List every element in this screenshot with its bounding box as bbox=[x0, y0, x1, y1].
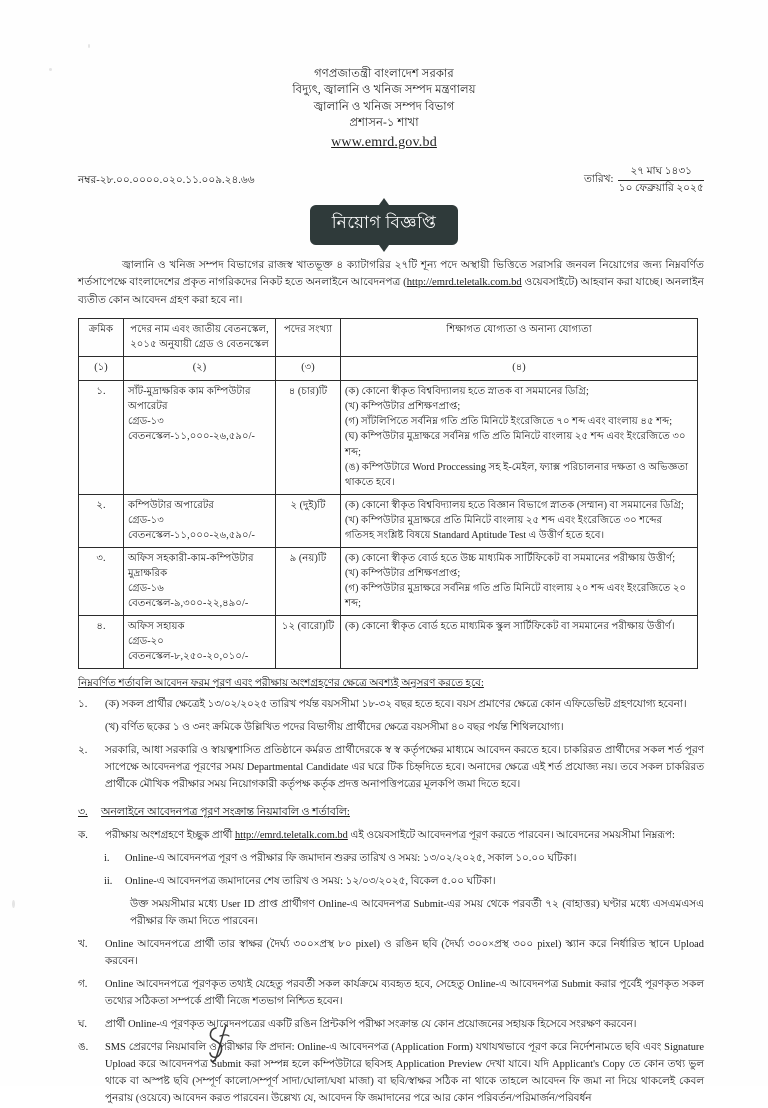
row-qualification bbox=[341, 494, 698, 547]
post-grade: গ্রেড-২০ bbox=[128, 636, 164, 647]
colnum-2: (২) bbox=[124, 357, 276, 380]
header-post: পদের নাম এবং জাতীয় বেতনস্কেল, ২০১৫ অনুযায়ী গ্রেড ও বেতনস্কেল bbox=[124, 318, 276, 357]
post-grade: গ্রেড-১৩ bbox=[128, 416, 164, 428]
handwritten-signature bbox=[196, 1022, 256, 1068]
row-vacancy: ২ (দুই)টি bbox=[276, 494, 341, 547]
letterhead bbox=[0, 0, 768, 153]
clause-3-ka-text bbox=[105, 828, 704, 845]
qualification-item: (গ) সাঁটলিপিতে সর্বনিম্ন গতি প্রতি মিনিটে ইংরেজিতে ৭০ শব্দ এবং বাংলায় ৪৫ শব্দ; bbox=[345, 416, 673, 428]
sub-i-marker: i. bbox=[104, 852, 110, 864]
table-row bbox=[79, 615, 698, 668]
row-serial: ১. bbox=[79, 380, 124, 494]
post-grade: গ্রেড-১৬ bbox=[128, 583, 164, 595]
application-start-datetime: Online-এ আবেদনপত্র পূরণ ও পরীক্ষার ফি জমাদান শুরুর তারিখ ও সময়: ১৩/০২/২০২৫, সকাল ১০.০০ ঘটিকা। bbox=[125, 852, 577, 864]
scan-speck bbox=[88, 44, 90, 48]
colnum-4: (৪) bbox=[341, 357, 698, 380]
scan-speck bbox=[12, 900, 15, 908]
memo-meta-row bbox=[0, 167, 768, 201]
application-end-datetime: Online-এ আবেদনপত্র জমাদানের শেষ তারিখ ও সময়: ১২/০৩/২০২৫, বিকেল ৫.০০ ঘটিকা। bbox=[125, 875, 496, 887]
clause-3-uma-marker: ঙ. bbox=[78, 1041, 89, 1053]
qualification-item: (ক) কোনো স্বীকৃত বিশ্ববিদ্যালয় হতে বিজ্ঞান বিভাগে স্নাতক (সম্মান) বা সমমানের ডিগ্রি; bbox=[345, 499, 684, 511]
colnum-3: (৩) bbox=[276, 357, 341, 380]
memo-date-block bbox=[584, 165, 704, 196]
qualification-item: (ক) কোনো স্বীকৃত বোর্ড হতে উচ্চ মাধ্যমিক সার্টিফিকেট বা সমমানের পরীক্ষায় উত্তীর্ণ; bbox=[345, 552, 676, 564]
vacancy-table bbox=[78, 318, 698, 669]
teletalk-website-link[interactable]: http://emrd.teletalk.com.bd bbox=[235, 829, 348, 841]
post-name: সাঁট-মুদ্রাক্ষরিক কাম কম্পিউটার অপারেটর bbox=[128, 385, 251, 412]
clause-3-ga-marker: গ. bbox=[78, 979, 88, 991]
clause-2 bbox=[78, 743, 704, 794]
post-name: অফিস সহকারী-কাম-কম্পিউটার মুদ্রাক্ষরিক bbox=[128, 552, 254, 579]
post-pay-scale: বেতনস্কেল-১১,০০০-২৬,৫৯০/- bbox=[128, 431, 255, 443]
row-qualification bbox=[341, 380, 698, 494]
post-pay-scale: বেতনস্কেল-৮,২৫০-২০,০১০/- bbox=[128, 651, 249, 663]
table-row bbox=[79, 380, 698, 494]
row-post bbox=[124, 494, 276, 547]
clause-1-marker: ১. bbox=[78, 699, 88, 711]
table-row bbox=[79, 494, 698, 547]
branch-name: প্রশাসন-১ শাখা bbox=[349, 116, 419, 129]
table-body bbox=[79, 380, 698, 668]
document-content bbox=[0, 257, 768, 1108]
clause-1-b-marker bbox=[78, 720, 98, 737]
post-pay-scale: বেতনস্কেল-৯,৩০০-২২,৪৯০/- bbox=[128, 598, 249, 610]
qualification-item: (ঘ) কম্পিউটার মুদ্রাক্ষরে সর্বনিম্ন গতি প্রতি মিনিটে বাংলায় ২৫ শব্দ এবং ইংরেজিতে ৩০ শব্দ; bbox=[345, 431, 686, 458]
qualification-item: (খ) কম্পিউটার প্রশিক্ষণপ্রাপ্ত; bbox=[345, 400, 461, 412]
row-qualification bbox=[341, 547, 698, 615]
clause-1-b bbox=[78, 720, 704, 737]
row-vacancy: ৪ (চার)টি bbox=[276, 380, 341, 494]
row-vacancy: ৯ (নয়)টি bbox=[276, 547, 341, 615]
clause-1-b-text: (খ) বর্ণিত ছকের ১ ও ৩নং ক্রমিকে উল্লিখিত পদের বিভাগীয় প্রার্থীদের ক্ষেত্রে বয়সসীমা ৪০ বছর পর্যন্ত শিথিলযোগ্য। bbox=[105, 722, 564, 734]
qualification-item: (খ) কম্পিউটার মুদ্রাক্ষরে প্রতি মিনিটে বাংলায় ২৫ শব্দ এবং ইংরেজিতে ৩০ শব্দের গতিসহ সংশ্লিষ্ট বিষয়ে Standard Aptitude Test এ উত্তীর্ণ হতে হবে। bbox=[345, 514, 663, 542]
clause-3-marker: ৩. bbox=[78, 805, 88, 818]
table-row bbox=[79, 547, 698, 615]
clause-3-ka bbox=[78, 828, 704, 845]
qualification-item: (ক) কোনো স্বীকৃত বিশ্ববিদ্যালয় হতে স্নাতক বা সমমানের ডিগ্রি; bbox=[345, 385, 589, 397]
clause-3-heading-row bbox=[78, 803, 704, 822]
clause-3-gha bbox=[78, 1017, 704, 1034]
post-pay-scale: বেতনস্কেল-১১,০০০-২৬,৫৯০/- bbox=[128, 530, 255, 542]
row-post bbox=[124, 380, 276, 494]
clause-2-marker: ২. bbox=[78, 745, 88, 757]
sub-ii-marker: ii. bbox=[104, 875, 113, 887]
qualification-item: (ঙ) কম্পিউটারে Word Proccessing সহ ই-মেইল, ফ্যাক্স পরিচালনার দক্ষতা ও অভিজ্ঞতা থাকতে হবে। bbox=[345, 462, 689, 489]
clause-3-ka-ii bbox=[78, 874, 704, 891]
division-name: জ্বালানি ও খনিজ সম্পদ বিভাগ bbox=[313, 100, 455, 113]
colnum-1: (১) bbox=[79, 357, 124, 380]
row-serial: ৪. bbox=[79, 615, 124, 668]
clause-3-ka-i bbox=[78, 851, 704, 868]
row-post bbox=[124, 615, 276, 668]
qualification-item: (ক) কোনো স্বীকৃত বোর্ড হতে মাধ্যমিক স্কুল সার্টিফিকেট বা সমমানের পরীক্ষায় উত্তীর্ণ। bbox=[345, 620, 675, 632]
sms-fee-note: উক্ত সময়সীমার মধ্যে User ID প্রাপ্ত প্রার্থীগণ Online-এ আবেদনপত্র Submit-এর সময় থেকে পরবর্তী ৭২ (বাহাত্তর) ঘণ্টার মধ্যে এসএমএসএ পরীক্ষার ফি জমা দিতে পারবেন। bbox=[130, 899, 704, 928]
row-post bbox=[124, 547, 276, 615]
row-serial: ৩. bbox=[79, 547, 124, 615]
date-english: ১০ ফেব্রুয়ারি ২০২৫ bbox=[618, 183, 704, 195]
conditions-heading: নিম্নবর্ণিত শর্তাবলি আবেদন ফরম পূরণ এবং পরীক্ষায় অংশগ্রহণের ক্ষেত্রে অবশ্যই অনুসরণ করতে হবে: bbox=[78, 677, 484, 689]
date-bangla: ২৭ মাঘ ১৪৩১ bbox=[618, 165, 704, 181]
clause-1-a bbox=[78, 697, 704, 714]
header-vacancy: পদের সংখ্যা bbox=[276, 318, 341, 357]
memo-number: নম্বর-২৮.০০.০০০০.০২০.১১.০০৯.২৪.৬৬ bbox=[78, 175, 255, 187]
clause-3-kha-text: Online আবেদনপত্রে প্রার্থী তার স্বাক্ষর (দৈর্ঘ্য ৩০০×প্রস্থ ৮০ pixel) ও রঙিন ছবি (দৈর্ঘ্য ৩০০×প্রস্থ ৩০০ pixel) স্ক্যান করে নির্ধারিত স্থানে Upload করবেন। bbox=[105, 939, 704, 968]
header-serial: ক্রমিক bbox=[79, 318, 124, 357]
clause-3-gha-marker: ঘ. bbox=[78, 1018, 88, 1030]
clause-3-gha-text: প্রার্থী Online-এ পূরণকৃত আবেদনপত্রের একটি রঙিন প্রিন্টকপি পরীক্ষা সংক্রান্ত যে কোন প্রয়োজনের সহায়ক হিসেবে সংরক্ষণ করবেন। bbox=[105, 1018, 637, 1030]
clause-3-heading: অনলাইনে আবেদনপত্র পূরণ সংক্রান্ত নিয়মাবলি ও শর্তাবলি: bbox=[101, 805, 350, 818]
title-banner-wrap bbox=[0, 205, 768, 251]
clause-3-uma-text: SMS প্রেরণের নিয়মাবলি ও পরীক্ষার ফি প্রদান: Online-এ আবেদনপত্র (Application Form) যথাযথভাবে পূরণ করে নির্দেশনামতে ছবি এবং Signature Upload করে আবেদনপত্র Submit করা সম্পন্ন হলে কম্পিউটারে ছবিসহ Application Preview দেখা যাবে। যদি Applicant's Copy তে কোন তথ্য ভুল থাকে বা অস্পষ্ট ছবি (সম্পূর্ণ কালো/সম্পূর্ণ সাদা/ঘোলা/ঘষা মাজা) বা ছবি/স্বাক্ষর সঠিক না থাকে তাহলে আবেদন ফি জমা না দিয়ে থাকলেই কেবল পুনরায় (ওয়েবে) আবেদন করত পারবেন। উল্লেখ্য যে, আবেদন ফি জমাদানের পরে আর কোন পরিবর্তন/পরিমার্জন/পরিবর্ধন bbox=[105, 1041, 704, 1104]
qualification-item: (খ) কম্পিউটার প্রশিক্ষণপ্রাপ্ত; bbox=[345, 567, 461, 579]
clause-2-text: সরকারি, আধা সরকারি ও স্বায়ত্বশাসিত প্রতিষ্ঠানে কর্মরত প্রার্থীদেরকে স্ব স্ব কর্তৃপক্ষের মাধ্যমে আবেদন করতে হবে। চাকরিরত প্রার্থীদের সকল শর্ত পূরণ সাপেক্ষে আবেদনপত্র পূরণের সময় Departmental Candidate এর ঘরে টিক চিহ্নদিতে হবে। অনাদের ক্ষেত্রে এই শর্ত প্রযোজ্য নয়। তবে সকল চাকরিরত প্রার্থীকে মৌখিক পরীক্ষার সময় নিয়োগকারী কর্তৃপক্ষ কর্তৃক প্রদত্ত অনাপত্তিপত্রের মূলকপি জমা দিতে হবে। bbox=[105, 745, 704, 791]
clause-3-ka-marker: ক. bbox=[78, 829, 88, 841]
post-name: অফিস সহায়ক bbox=[128, 620, 185, 632]
application-website-link[interactable]: http://emrd.teletalk.com.bd bbox=[406, 277, 522, 289]
page-title: নিয়োগ বিজ্ঞপ্তি bbox=[310, 205, 458, 245]
post-name: কম্পিউটার অপারেটর bbox=[128, 499, 214, 511]
table-column-number-row bbox=[79, 357, 698, 380]
row-serial: ২. bbox=[79, 494, 124, 547]
clause-3-kha-marker: খ. bbox=[78, 939, 88, 951]
clause-3-kha bbox=[78, 937, 704, 971]
clause-3-ga bbox=[78, 977, 704, 1011]
date-label: তারিখ: bbox=[583, 174, 614, 186]
intro-paragraph bbox=[78, 257, 704, 308]
post-grade: গ্রেড-১৩ bbox=[128, 514, 164, 526]
ka-text-post: এই ওয়েবসাইটে আবেদনপত্র পূরণ করতে পারবেন। আবেদনের সময়সীমা নিম্নরূপ: bbox=[347, 829, 675, 841]
clause-1-a-text: (ক) সকল প্রার্থীর ক্ষেত্রেই ১৩/০২/২০২৫ তারিখ পর্যন্ত বয়সসীমা ১৮-৩২ বছর হতে হবে। বয়স প্রমাণের ক্ষেত্রে কোন এফিডেভিট গ্রহণযোগ্য হবেনা। bbox=[105, 699, 687, 711]
header-qualification: শিক্ষাগত যোগ্যতা ও অনান্য যোগ্যতা bbox=[341, 318, 698, 357]
row-vacancy: ১২ (বারো)টি bbox=[276, 615, 341, 668]
row-qualification bbox=[341, 615, 698, 668]
qualification-item: (গ) কম্পিউটার মুদ্রাক্ষরে সর্বনিম্ন গতি প্রতি মিনিটে বাংলায় ২০ শব্দ এবং ইংরেজিতে ২০ শব্দ; bbox=[345, 583, 687, 610]
clause-3-ga-text: Online আবেদনপত্রে পূরণকৃত তথ্যই যেহেতু পরবর্তী সকল কার্যক্রমে ব্যবহৃত হবে, সেহেতু Online-এ আবেদনপত্র Submit করার পূর্বেই পূরণকৃত সকল তথ্যের সঠিকতা সম্পর্কে প্রার্থী নিজে শতভাগ নিশ্চিত হবেন। bbox=[105, 979, 704, 1007]
ka-text-pre: পরীক্ষায় অংশগ্রহণে ইচ্ছুক প্রার্থী bbox=[105, 829, 235, 841]
date-stack bbox=[618, 165, 704, 196]
scan-speck bbox=[49, 68, 52, 71]
govt-name: গণপ্রজাতন্ত্রী বাংলাদেশ সরকার bbox=[314, 68, 454, 80]
ministry-name: বিদ্যুৎ, জ্বালানি ও খনিজ সম্পদ মন্ত্রণালয় bbox=[292, 84, 476, 97]
table-header-row bbox=[79, 318, 698, 357]
intro-text: জ্বালানি ও খনিজ সম্পদ বিভাগের রাজস্ব খাতভূক্ত ৪ ক্যাটাগরির ২৭টি শূন্য পদে অস্থায়ী ভিত্তিতে সরাসরি জনবল নিয়োগের জন্য নিম্নবর্ণিত শর্তসাপেক্ষে বাংলাদেশের প্রকৃত নাগরিকদের নিকট হতে অনলাইনে আবেদনপত্র ( bbox=[78, 260, 704, 289]
website-link[interactable]: www.emrd.gov.bd bbox=[331, 135, 437, 151]
intro-tail: ওয়েবসাইটে) আহবান করা যাচ্ছে। অনলাইন ব্যতীত কোন আবেদন গ্রহণ করা হবে না। bbox=[78, 277, 704, 306]
clause-3-uma bbox=[78, 1040, 704, 1108]
